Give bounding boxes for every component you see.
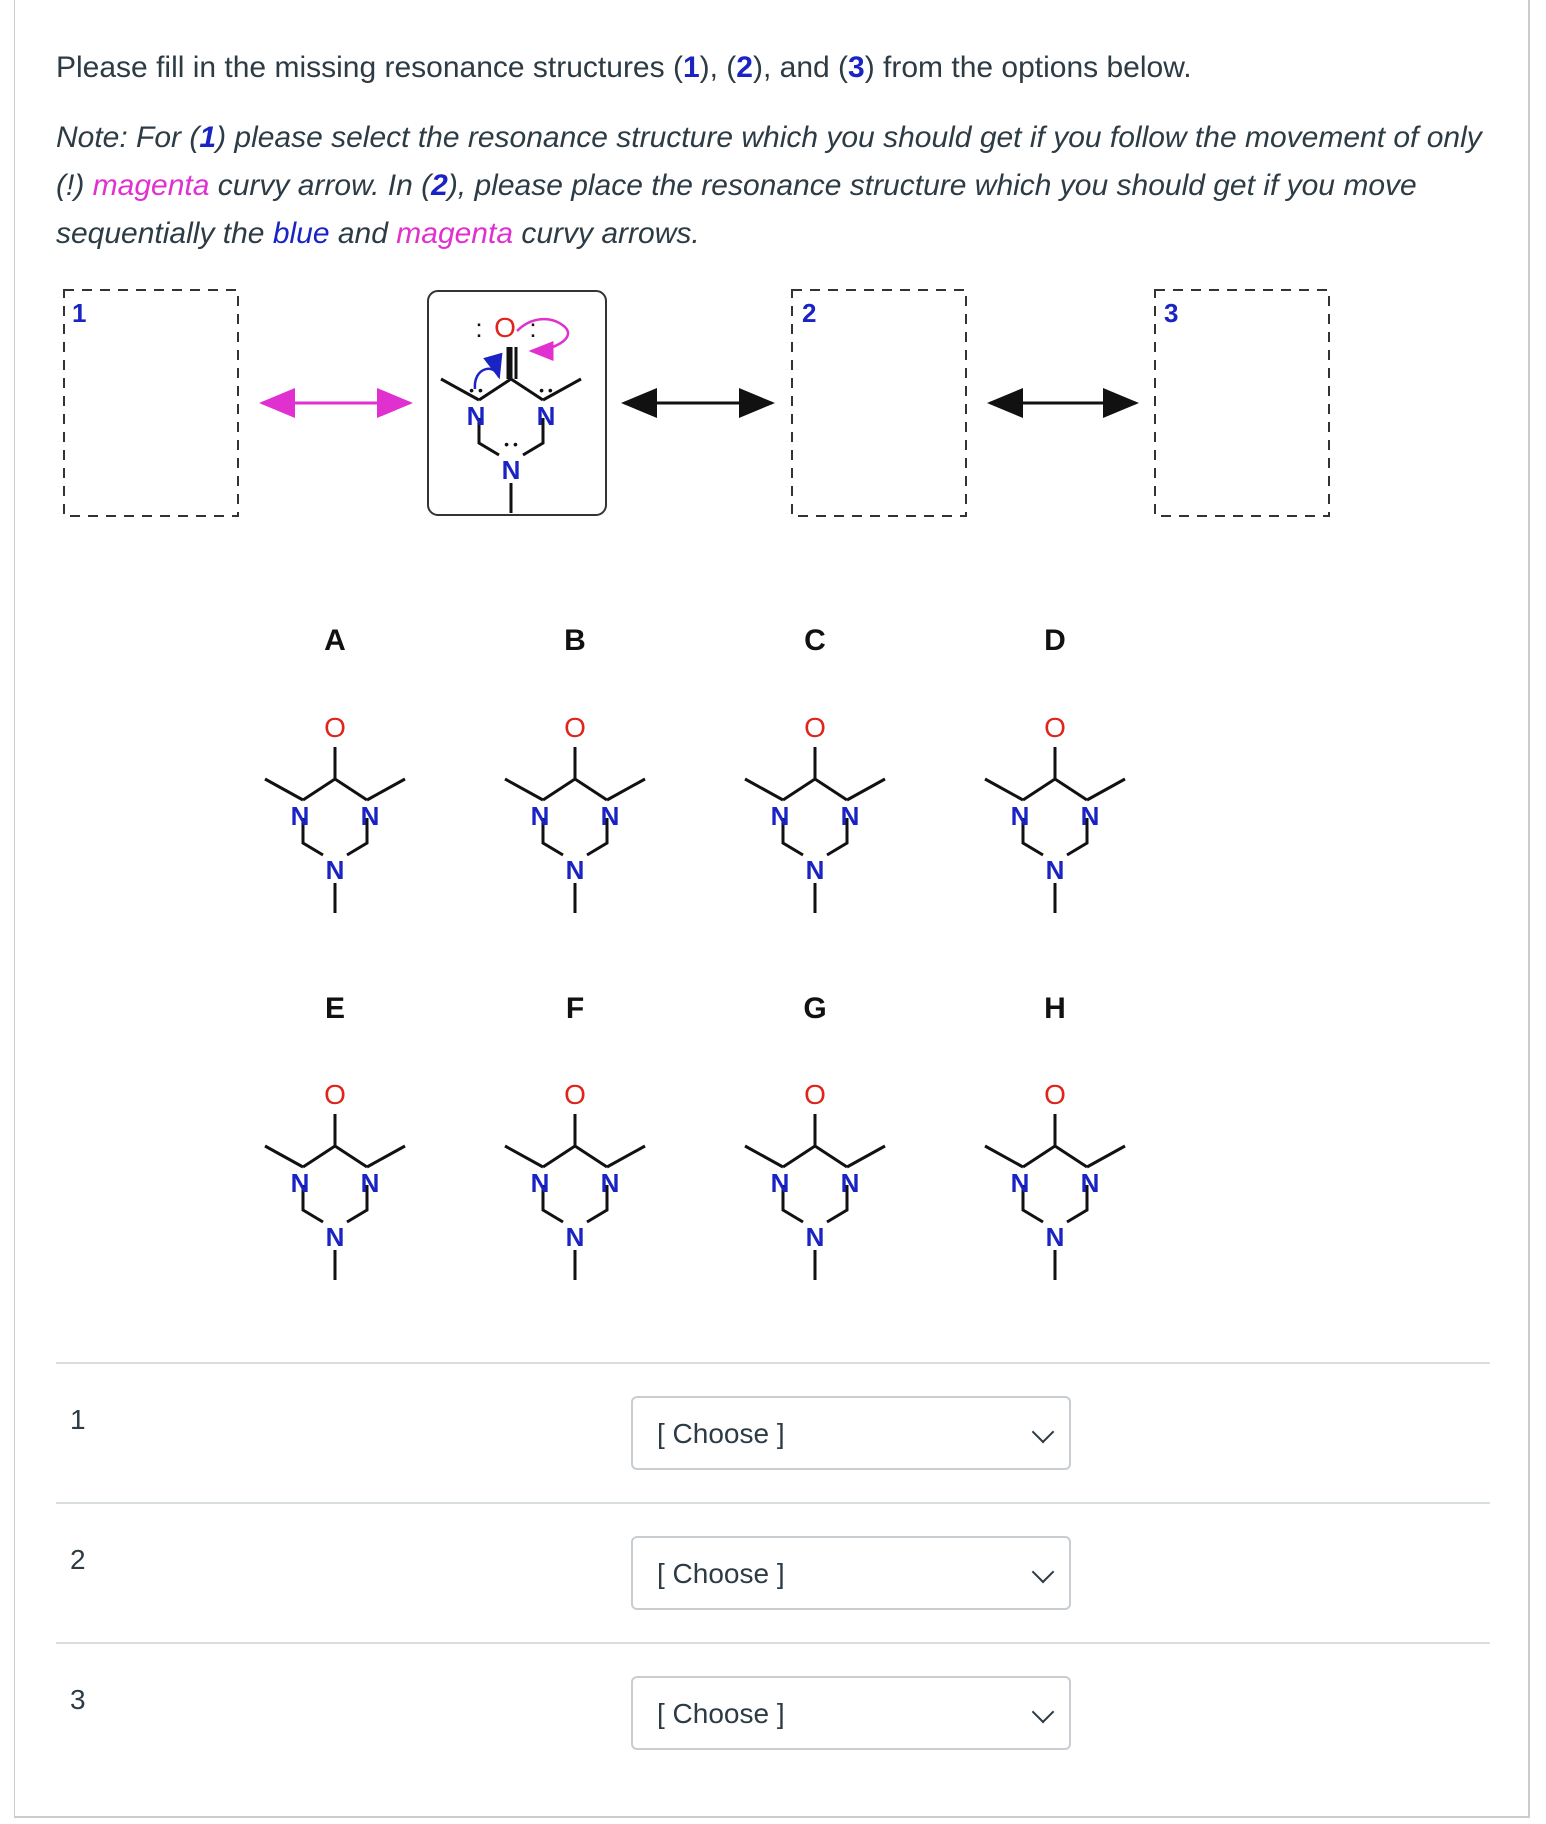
answer-select-label: [ Choose ] <box>657 1558 785 1589</box>
svg-text:N: N <box>840 1168 860 1198</box>
svg-text:N: N <box>530 1168 550 1198</box>
svg-text:N: N <box>530 801 550 831</box>
svg-text:N: N <box>1010 1168 1030 1198</box>
svg-text:N: N <box>770 801 790 831</box>
svg-text:N: N <box>600 801 620 831</box>
option-structure-h <box>985 1079 1125 1280</box>
option-structures <box>265 624 1125 1280</box>
scheme-box-2 <box>792 290 966 516</box>
svg-text:O: O <box>564 712 586 743</box>
scheme-box-1 <box>64 290 238 516</box>
svg-text:N: N <box>290 801 310 831</box>
scheme-box-label-2: 2 <box>802 298 817 328</box>
svg-text:N: N <box>1080 801 1100 831</box>
svg-text:N: N <box>536 401 556 431</box>
svg-text::: : <box>529 313 537 343</box>
svg-text:• •: • • <box>469 382 483 398</box>
option-structure-b <box>505 712 645 913</box>
chevron-down-icon <box>1032 1561 1055 1584</box>
svg-text:N: N <box>565 1222 585 1252</box>
svg-text:O: O <box>804 712 826 743</box>
option-label-b: B <box>564 624 586 657</box>
svg-text:N: N <box>1010 801 1030 831</box>
svg-text:N: N <box>325 855 345 885</box>
option-label-c: C <box>804 624 826 657</box>
svg-text:N: N <box>805 855 825 885</box>
chevron-down-icon <box>1032 1701 1055 1724</box>
option-structure-a <box>265 712 405 913</box>
option-label-a: A <box>324 624 346 657</box>
answer-row-number: 2 <box>70 1544 86 1575</box>
svg-text:• •: • • <box>539 382 553 398</box>
option-label-e: E <box>324 992 346 1025</box>
svg-text:N: N <box>360 801 380 831</box>
option-structure-d <box>985 712 1125 913</box>
svg-text:• •: • • <box>504 436 518 452</box>
option-label-f: F <box>565 992 585 1025</box>
option-structure-c <box>745 712 885 913</box>
svg-text:N: N <box>840 801 860 831</box>
svg-text:N: N <box>600 1168 620 1198</box>
svg-text:N: N <box>360 1168 380 1198</box>
svg-text:N: N <box>565 855 585 885</box>
svg-text:N: N <box>290 1168 310 1198</box>
svg-text:N: N <box>805 1222 825 1252</box>
answer-row-1 <box>56 1362 1490 1502</box>
answer-select-2[interactable] <box>631 1536 1071 1610</box>
answer-select-1[interactable] <box>631 1396 1071 1470</box>
scheme-box-label-1: 1 <box>72 298 87 328</box>
answer-select-label: [ Choose ] <box>657 1418 785 1449</box>
option-structure-g <box>745 1079 885 1280</box>
svg-text:N: N <box>770 1168 790 1198</box>
answer-row-number: 1 <box>70 1404 86 1435</box>
answer-select-3[interactable] <box>631 1676 1071 1750</box>
svg-text:N: N <box>1080 1168 1100 1198</box>
svg-text:N: N <box>1045 1222 1065 1252</box>
svg-text:O: O <box>804 1079 826 1110</box>
answer-row-number: 3 <box>70 1684 86 1715</box>
answer-select-label: [ Choose ] <box>657 1698 785 1729</box>
option-label-d: D <box>1044 624 1066 657</box>
svg-text:O: O <box>324 712 346 743</box>
option-label-g: G <box>803 992 827 1025</box>
scheme-box-label-3: 3 <box>1164 298 1179 328</box>
svg-text:O: O <box>494 312 516 343</box>
option-structure-e <box>265 1079 405 1280</box>
chevron-down-icon <box>1032 1421 1055 1444</box>
option-structure-f <box>505 1079 645 1280</box>
svg-text:N: N <box>501 455 521 485</box>
option-label-h: H <box>1044 992 1066 1025</box>
svg-text:O: O <box>564 1079 586 1110</box>
scheme-box-3 <box>1155 290 1329 516</box>
svg-text:O: O <box>1044 1079 1066 1110</box>
magenta-curvy-arrow <box>517 319 568 351</box>
svg-text:O: O <box>324 1079 346 1110</box>
svg-text:N: N <box>466 401 486 431</box>
given-structure <box>441 312 581 513</box>
svg-text:N: N <box>1045 855 1065 885</box>
question-prompt: Please fill in the missing resonance structures (1), (2), and (3) from the options below. <box>56 51 1192 84</box>
svg-text::: : <box>475 313 483 343</box>
answer-row-3 <box>56 1642 1490 1782</box>
svg-text:O: O <box>1044 712 1066 743</box>
answer-row-2 <box>56 1502 1490 1642</box>
svg-text:N: N <box>325 1222 345 1252</box>
question-note: Note: For (1) please select the resonance structure which you should get if you follow the movement of only (!) magenta curvy arrow. In (2), please place the resonance structure which you should get if you move sequentially the blue and magenta curvy arrows. <box>56 121 1482 250</box>
